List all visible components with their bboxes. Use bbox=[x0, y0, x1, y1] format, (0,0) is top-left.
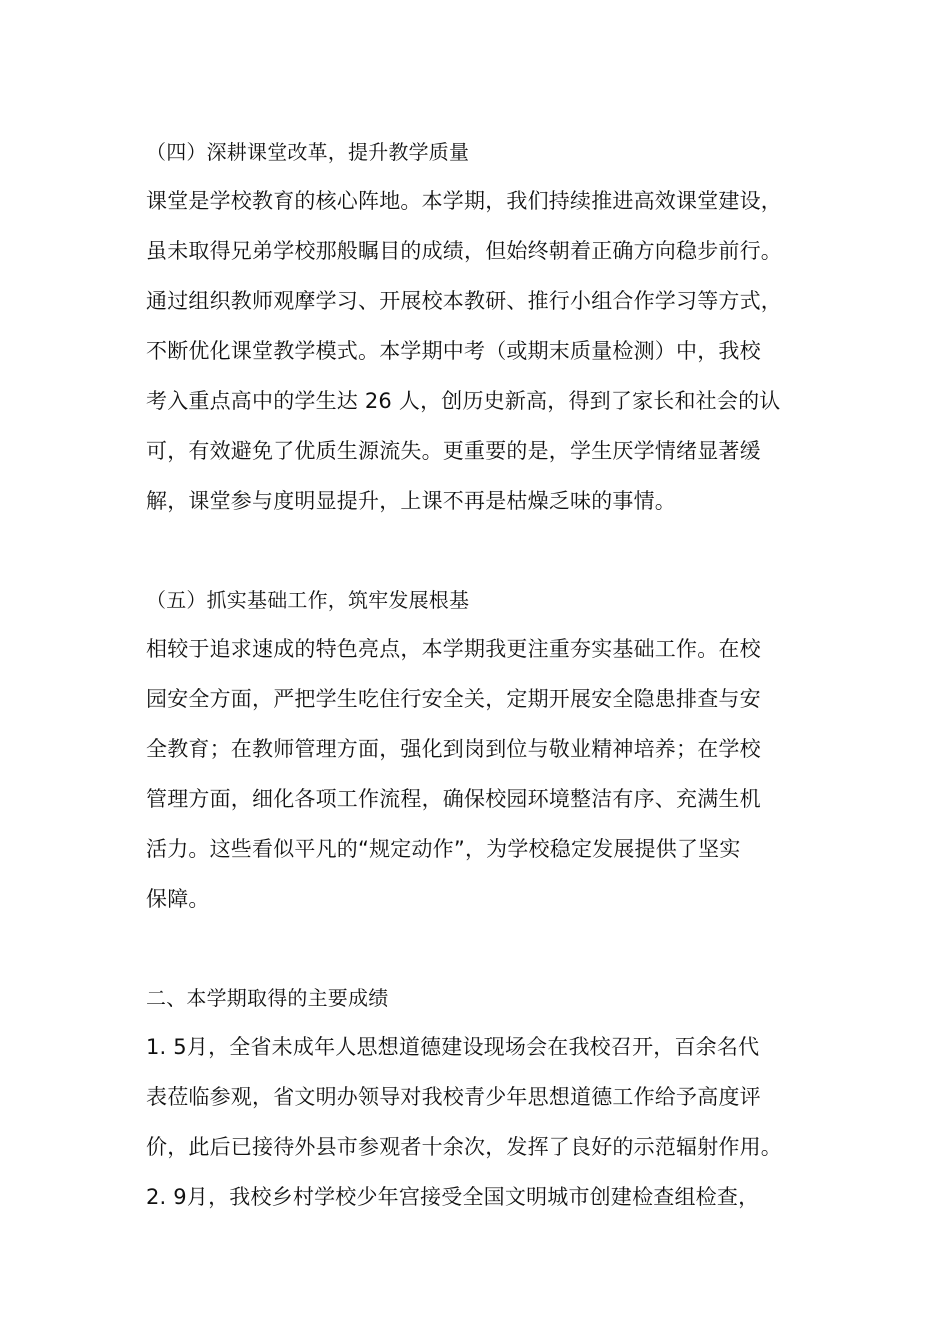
paragraph-line: 园安全方面，严把学生吃住行安全关，定期开展安全隐患排查与安 bbox=[146, 687, 761, 711]
paragraph-line: 管理方面，细化各项工作流程，确保校园环境整洁有序、充满生机 bbox=[146, 787, 761, 811]
section-heading: 二、本学期取得的主要成绩 bbox=[146, 986, 389, 1010]
paragraph-line: 通过组织教师观摩学习、开展校本教研、推行小组合作学习等方式， bbox=[146, 289, 782, 313]
section-heading: （五）抓实基础工作，筑牢发展根基 bbox=[146, 588, 470, 612]
list-item-line: 1. 5月，全省未成年人思想道德建设现场会在我校召开，百余名代 bbox=[146, 1035, 760, 1059]
paragraph-line: 不断优化课堂教学模式。本学期中考（或期末质量检测）中，我校 bbox=[146, 339, 761, 363]
list-item-line: 2. 9月，我校乡村学校少年宫接受全国文明城市创建检查组检查， bbox=[146, 1185, 760, 1209]
list-item-line: 表莅临参观，省文明办领导对我校青少年思想道德工作给予高度评 bbox=[146, 1085, 761, 1109]
paragraph-line: 可，有效避免了优质生源流失。更重要的是，学生厌学情绪显著缓 bbox=[146, 439, 761, 463]
paragraph-line: 虽未取得兄弟学校那般瞩目的成绩，但始终朝着正确方向稳步前行。 bbox=[146, 239, 782, 263]
paragraph-line: 解，课堂参与度明显提升，上课不再是枯燥乏味的事情。 bbox=[146, 489, 676, 513]
section-heading: （四）深耕课堂改革，提升教学质量 bbox=[146, 140, 470, 164]
paragraph-line: 活力。这些看似平凡的“规定动作”，为学校稳定发展提供了坚实 bbox=[146, 837, 741, 861]
list-item-line: 价，此后已接待外县市参观者十余次，发挥了良好的示范辐射作用。 bbox=[146, 1135, 782, 1159]
paragraph-line: 相较于追求速成的特色亮点，本学期我更注重夯实基础工作。在校 bbox=[146, 637, 761, 661]
paragraph-line: 课堂是学校教育的核心阵地。本学期，我们持续推进高效课堂建设， bbox=[146, 189, 782, 213]
paragraph-line: 保障。 bbox=[146, 887, 210, 911]
paragraph-line: 全教育；在教师管理方面，强化到岗到位与敬业精神培养；在学校 bbox=[146, 737, 761, 761]
paragraph-line: 考入重点高中的学生达 26 人，创历史新高，得到了家长和社会的认 bbox=[146, 389, 781, 413]
